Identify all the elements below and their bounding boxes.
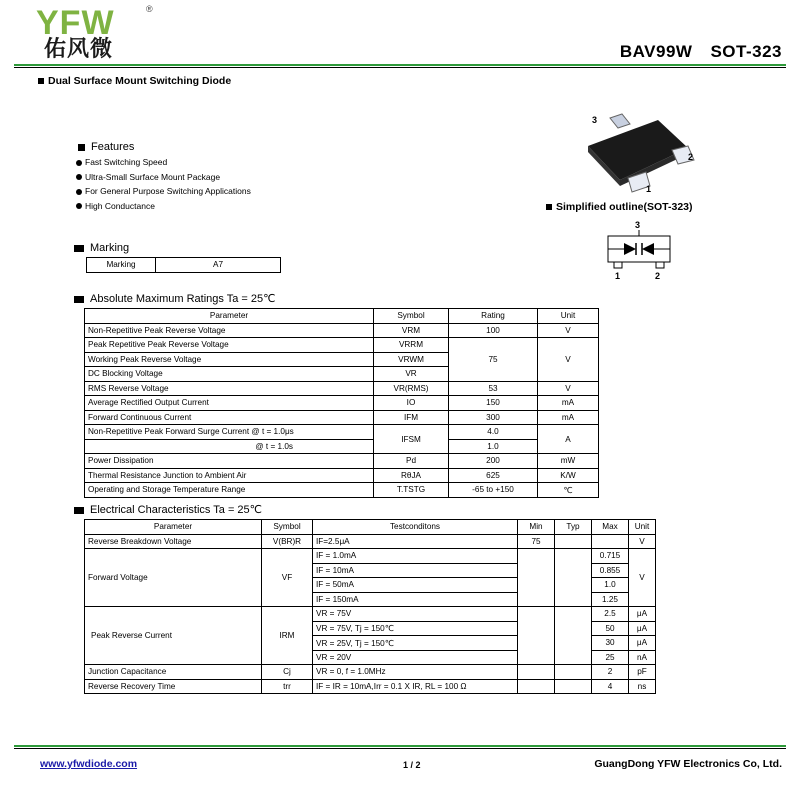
footer-rule-green [14, 745, 786, 747]
table-cell: Cj [262, 665, 313, 680]
table-cell: IF = 1.0mA [313, 549, 518, 564]
subtitle: Dual Surface Mount Switching Diode [38, 75, 231, 87]
table-cell: Operating and Storage Temperature Range [85, 483, 374, 498]
table-row [85, 665, 656, 680]
table-cell: 30 [592, 636, 629, 651]
part-number: BAV99W [619, 42, 693, 61]
table-cell: -65 to +150 [449, 483, 538, 498]
registered-mark: ® [146, 4, 153, 14]
table-cell: RMS Reverse Voltage [85, 381, 374, 396]
bullet-dot-icon [76, 174, 82, 180]
column-header: Testconditons [313, 520, 518, 535]
table-cell: VR = 75V, Tj = 150℃ [313, 621, 518, 636]
bullet-square-icon [78, 144, 85, 151]
column-header: Symbol [262, 520, 313, 535]
table-cell: 4 [592, 679, 629, 694]
abs-max-table [84, 308, 599, 498]
table-cell: 200 [449, 454, 538, 469]
bullet-square-icon [74, 245, 84, 252]
table-cell: Pd [374, 454, 449, 469]
table-cell: VRWM [374, 352, 449, 367]
table-row [85, 483, 599, 498]
table-cell: 625 [449, 468, 538, 483]
schematic-pin3: 3 [635, 220, 641, 230]
table-cell: IF = IR = 10mA,Irr = 0.1 X IR, RL = 100 Ω [313, 679, 518, 694]
column-header: Unit [538, 309, 599, 324]
column-header: Typ [555, 520, 592, 535]
table-row [85, 396, 599, 411]
abs-max-heading: Absolute Maximum Ratings Ta = 25℃ [74, 292, 276, 305]
column-header: Unit [629, 520, 656, 535]
column-header: Parameter [85, 309, 374, 324]
table-cell: V [629, 534, 656, 549]
package-name: SOT-323 [710, 42, 782, 61]
table-cell: IRM [262, 607, 313, 665]
table-cell: mA [538, 410, 599, 425]
header-rule-green [14, 64, 786, 66]
table-cell: VR = 20V [313, 650, 518, 665]
table-cell: K/W [538, 468, 599, 483]
column-header: Max [592, 520, 629, 535]
table-cell: 150 [449, 396, 538, 411]
table-cell: trr [262, 679, 313, 694]
table-cell: 4.0 [449, 425, 538, 440]
marking-heading: Marking [74, 242, 129, 254]
elec-heading: Electrical Characteristics Ta = 25℃ [74, 503, 262, 516]
column-header: Parameter [85, 520, 262, 535]
table-row [85, 410, 599, 425]
table-cell: 1.0 [449, 439, 538, 454]
column-header: Rating [449, 309, 538, 324]
table-header-row [85, 520, 656, 535]
table-cell [592, 534, 629, 549]
table-cell: VR [374, 367, 449, 382]
table-cell: Power Dissipation [85, 454, 374, 469]
page-number: 1 / 2 [403, 760, 421, 770]
bullet-square-icon [546, 204, 552, 210]
schematic-diagram [600, 228, 680, 274]
table-cell: Forward Voltage [85, 549, 262, 607]
table-row [85, 323, 599, 338]
table-cell: IF = 150mA [313, 592, 518, 607]
table-cell: Reverse Recovery Time [85, 679, 262, 694]
table-row [85, 454, 599, 469]
bullet-square-icon [38, 78, 44, 84]
table-cell: μA [629, 607, 656, 622]
table-cell: RθJA [374, 468, 449, 483]
table-row [85, 534, 656, 549]
marking-label: Marking [87, 258, 156, 273]
table-cell: Forward Continuous Current [85, 410, 374, 425]
table-cell: VR = 25V, Tj = 150℃ [313, 636, 518, 651]
table-cell: pF [629, 665, 656, 680]
table-row [85, 381, 599, 396]
table-row [85, 607, 656, 622]
table-header-row [85, 309, 599, 324]
table-cell: Average Rectified Output Current [85, 396, 374, 411]
table-cell: μA [629, 636, 656, 651]
pin2-label: 2 [688, 152, 694, 162]
package-illustration [570, 108, 700, 198]
table-cell: ℃ [538, 483, 599, 498]
table-cell: 2 [592, 665, 629, 680]
table-cell: V [629, 549, 656, 607]
bullet-dot-icon [76, 203, 82, 209]
table-cell [555, 534, 592, 549]
table-cell: VR(RMS) [374, 381, 449, 396]
table-cell: 75 [449, 338, 538, 382]
table-cell: V(BR)R [262, 534, 313, 549]
footer-rule-black [14, 748, 786, 749]
schematic-pin2: 2 [655, 271, 661, 281]
features-list [76, 155, 251, 213]
feature-item: High Conductance [76, 199, 251, 214]
table-cell [518, 679, 555, 694]
table-cell: Reverse Breakdown Voltage [85, 534, 262, 549]
table-cell: Peak Reverse Current [85, 607, 262, 665]
table-cell: VRRM [374, 338, 449, 353]
table-row [85, 679, 656, 694]
table-cell: 2.5 [592, 607, 629, 622]
marking-value: A7 [156, 258, 281, 273]
table-cell: IFSM [374, 425, 449, 454]
table-cell: 25 [592, 650, 629, 665]
table-row [85, 338, 599, 353]
table-cell [518, 665, 555, 680]
pin3-label: 3 [592, 115, 598, 125]
table-cell: 50 [592, 621, 629, 636]
table-cell [555, 665, 592, 680]
table-cell: IO [374, 396, 449, 411]
table-row [85, 468, 599, 483]
table-cell: 75 [518, 534, 555, 549]
table-cell: VRM [374, 323, 449, 338]
table-cell: V [538, 323, 599, 338]
table-cell: IF = 50mA [313, 578, 518, 593]
table-cell: A [538, 425, 599, 454]
table-cell: 53 [449, 381, 538, 396]
table-cell: 100 [449, 323, 538, 338]
table-cell: 1.25 [592, 592, 629, 607]
table-cell: DC Blocking Voltage [85, 367, 374, 382]
website-link[interactable]: www.yfwdiode.com [40, 758, 138, 770]
table-cell: 300 [449, 410, 538, 425]
schematic-pin1: 1 [615, 271, 621, 281]
table-cell: ns [629, 679, 656, 694]
electrical-table [84, 519, 656, 694]
logo: YFW [36, 4, 115, 42]
table-row [85, 439, 599, 454]
table-cell [555, 679, 592, 694]
table-cell: VR = 0, f = 1.0MHz [313, 665, 518, 680]
table-cell: 0.855 [592, 563, 629, 578]
table-row [85, 425, 599, 440]
table-cell: T.TSTG [374, 483, 449, 498]
table-cell: mW [538, 454, 599, 469]
table-cell: nA [629, 650, 656, 665]
column-header: Symbol [374, 309, 449, 324]
table-cell [518, 549, 555, 607]
pin1-label: 1 [646, 184, 652, 194]
table-cell: mA [538, 396, 599, 411]
table-cell: @ t = 1.0s [85, 439, 374, 454]
outline-caption: Simplified outline(SOT-323) [546, 201, 693, 213]
table-cell: Peak Repetitive Peak Reverse Voltage [85, 338, 374, 353]
feature-item: Ultra-Small Surface Mount Package [76, 170, 251, 185]
table-cell: V [538, 381, 599, 396]
feature-item: Fast Switching Speed [76, 155, 251, 170]
table-cell: IF = 10mA [313, 563, 518, 578]
table-cell [555, 549, 592, 607]
feature-item: For General Purpose Switching Applications [76, 184, 251, 199]
bullet-square-icon [74, 507, 84, 514]
table-cell: VF [262, 549, 313, 607]
marking-table [86, 257, 281, 273]
table-cell: IF=2.5μA [313, 534, 518, 549]
table-cell: Thermal Resistance Junction to Ambient Air [85, 468, 374, 483]
header-rule-black [14, 67, 786, 68]
table-cell: Junction Capacitance [85, 665, 262, 680]
bullet-dot-icon [76, 160, 82, 166]
features-heading: Features [78, 141, 134, 153]
table-cell: Working Peak Reverse Voltage [85, 352, 374, 367]
logo-chinese: 佑风微 [44, 37, 114, 62]
table-cell: IFM [374, 410, 449, 425]
table-cell: 1.0 [592, 578, 629, 593]
table-cell: 0.715 [592, 549, 629, 564]
table-row [85, 549, 656, 564]
company-name: GuangDong YFW Electronics Co, Ltd. [594, 758, 782, 770]
table-cell: μA [629, 621, 656, 636]
table-cell: Non-Repetitive Peak Forward Surge Current @ t = 1.0μs [85, 425, 374, 440]
page-title [602, 42, 782, 62]
table-cell: VR = 75V [313, 607, 518, 622]
table-cell: Non-Repetitive Peak Reverse Voltage [85, 323, 374, 338]
table-cell: V [538, 338, 599, 382]
bullet-square-icon [74, 296, 84, 303]
table-cell [518, 607, 555, 665]
column-header: Min [518, 520, 555, 535]
bullet-dot-icon [76, 189, 82, 195]
table-cell [555, 607, 592, 665]
